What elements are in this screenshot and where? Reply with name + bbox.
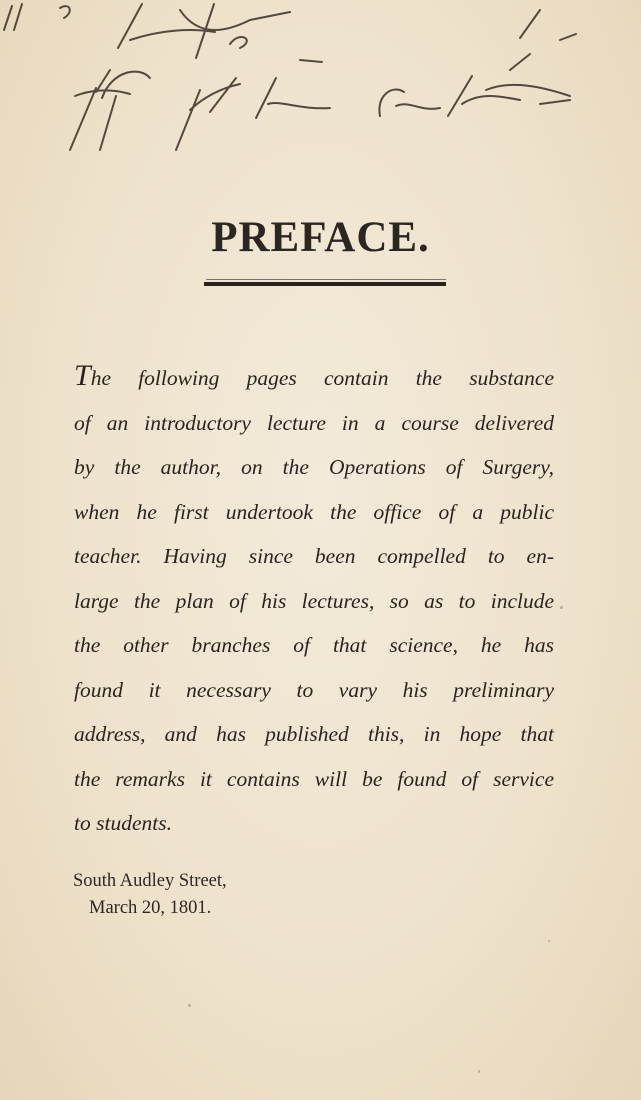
paper-speck <box>560 606 563 609</box>
preface-paragraph <box>74 354 554 846</box>
text-line <box>74 354 554 401</box>
text-line: teacher. Having since been compelled to en- <box>74 544 554 568</box>
text-line: found it necessary to vary his preliminary <box>74 677 554 702</box>
text-line: the remarks it contains will be found of service <box>74 766 554 791</box>
paper-speck <box>478 1070 480 1073</box>
drop-letter: T <box>74 359 91 392</box>
place-line: South Audley Street, <box>73 871 227 891</box>
paper-speck <box>188 1004 191 1007</box>
paper-speck <box>548 940 550 942</box>
text-line: of an introductory lecture in a course delivered <box>74 410 554 435</box>
text-line: when he first undertook the office of a public <box>74 499 554 524</box>
text-line-content: he following pages contain the substance <box>90 366 554 390</box>
handwritten-signature <box>0 0 641 160</box>
text-line: by the author, on the Operations of Surgery, <box>74 455 554 479</box>
rule-thick-line <box>204 282 446 286</box>
text-line: large the plan of his lectures, so as to include <box>74 588 554 613</box>
page-title: PREFACE. <box>211 214 430 261</box>
text-line: the other branches of that science, he has <box>74 633 554 657</box>
text-line: address, and has published this, in hope that <box>74 722 554 746</box>
title-rule <box>196 279 446 289</box>
dateline <box>73 868 227 922</box>
rule-thin-line <box>206 279 446 280</box>
text-line: to students. <box>74 811 172 835</box>
date-line: March 20, 1801. <box>89 898 212 918</box>
